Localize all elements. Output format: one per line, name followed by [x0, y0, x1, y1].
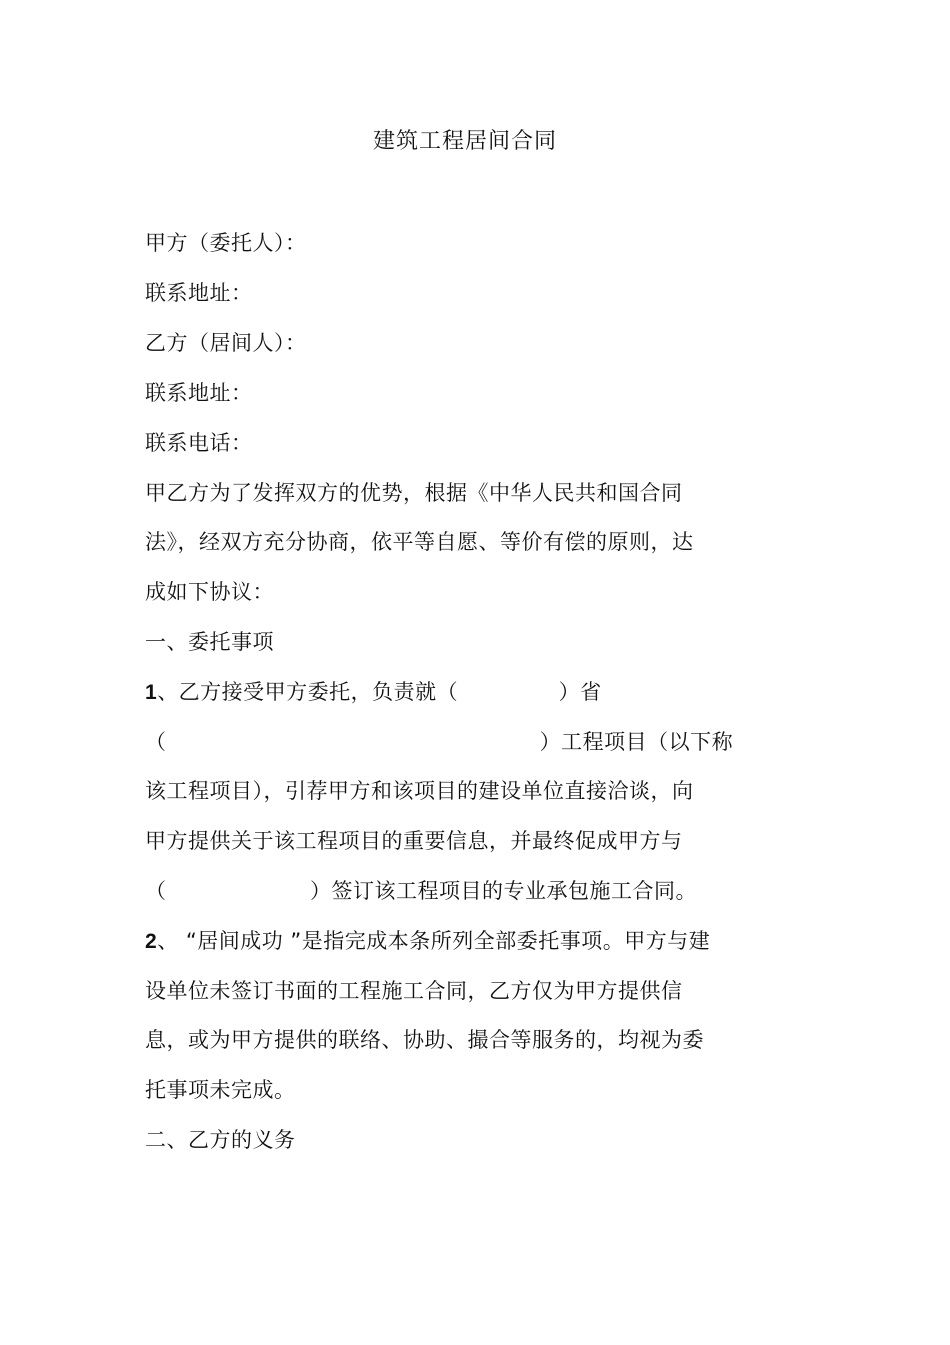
party-b-phone-label: 联系电话：: [145, 431, 253, 455]
item-1-line-3: 该工程项目），引荐甲方和该项目的建设单位直接洽谈，向: [145, 779, 694, 803]
preamble-line-2: 法》，经双方充分协商，依平等自愿、等价有偿的原则，达: [145, 530, 694, 554]
item-1-text-1: 、乙方接受甲方委托，负责就（ ）省: [157, 680, 602, 704]
item-1-line-2: （ ）工程项目（以下称: [145, 730, 734, 754]
preamble-line-3: 成如下协议：: [145, 580, 274, 604]
party-b-address-label: 联系地址：: [145, 381, 253, 405]
item-2-text-1: 、 “居间成功 ”是指完成本条所列全部委托事项。甲方与建: [157, 929, 711, 953]
item-2-line-1: [145, 926, 710, 957]
party-a-address-label: 联系地址：: [145, 281, 253, 305]
item-2-number: 2: [145, 930, 158, 953]
item-2-line-4: 托事项未完成。: [145, 1078, 296, 1102]
item-2-line-2: 设单位未签订书面的工程施工合同，乙方仅为甲方提供信: [145, 979, 683, 1003]
section-2-heading: 二、乙方的义务: [145, 1128, 296, 1152]
section-1-heading: 一、委托事项: [145, 630, 274, 654]
item-1-line-5: （ ）签订该工程项目的专业承包施工合同。: [145, 879, 698, 903]
party-b-label: 乙方（居间人）：: [145, 331, 307, 355]
item-1-line-4: 甲方提供关于该工程项目的重要信息，并最终促成甲方与: [145, 829, 683, 853]
item-2-line-3: 息，或为甲方提供的联络、协助、撮合等服务的，均视为委: [145, 1028, 704, 1052]
contract-title: 建筑工程居间合同: [372, 129, 557, 154]
item-1-line-1: [145, 677, 602, 708]
preamble-line-1: 甲乙方为了发挥双方的优势，根据《中华人民共和国合同: [145, 481, 683, 505]
party-a-label: 甲方（委托人）：: [145, 231, 307, 255]
item-1-number: 1: [145, 681, 158, 704]
